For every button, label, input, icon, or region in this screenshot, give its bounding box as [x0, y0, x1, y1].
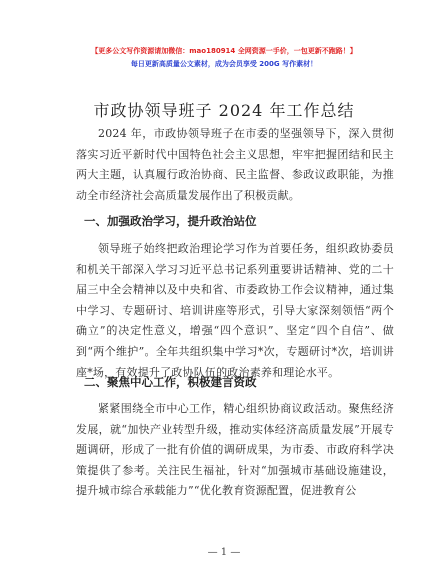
- promo-banner-line-1: 【更多公文写作资源请加微信：mao180914 全网资源一手价，一包更新不跑路！】: [91, 47, 357, 55]
- section-2-paragraph: 紧紧围绕全市中心工作，精心组织协商议政活动。聚焦经济发展，就“加快产业转型升级，推动实体经济高质量发展”开展专题调研，形成了一批有价值的调研成果，为市委、市政府科学决策提供了参考。关注民生福祉，针对“加强城市基础设施建设，提升城市综合承载能力”“优化教育资源配置，促进教育公: [76, 402, 394, 498]
- document-title: 市政协领导班子 2024 年工作总结: [93, 101, 355, 120]
- section-1-paragraph: 领导班子始终把政治理论学习作为首要任务，组织政协委员和机关干部深入学习习近平总书记系列重要讲话精神、党的二十届三中全会精神以及中央和省、市委政协工作会议精神，通过集中学习、专题研讨、培训讲座等形式，引导大家深刻领悟“两个确立”的决定性意义，增强“四个意识”、坚定“四个自信”、做到“两个维护”。全年共组织集中学习*次，专题研讨*次，培训讲座*场，有效提升了政协队伍的政治素养和理论水平。: [76, 242, 394, 379]
- section-1-heading: 一、加强政治学习，提升政治站位: [84, 214, 257, 228]
- page-number: — 1 —: [207, 547, 241, 558]
- section-2-heading: 二、聚焦中心工作，积极建言资政: [84, 375, 257, 389]
- promo-banner-line-2: 每日更新高质量公文素材，成为会员享受 200G 写作素材！: [130, 60, 318, 68]
- intro-paragraph: 2024 年，市政协领导班子在市委的坚强领导下，深入贯彻落实习近平新时代中国特色社会主义思想，牢牢把握团结和民主两大主题，认真履行政治协商、民主监督、参政议政职能，为推动全市经济社会高质量发展作出了积极贡献。: [76, 127, 394, 202]
